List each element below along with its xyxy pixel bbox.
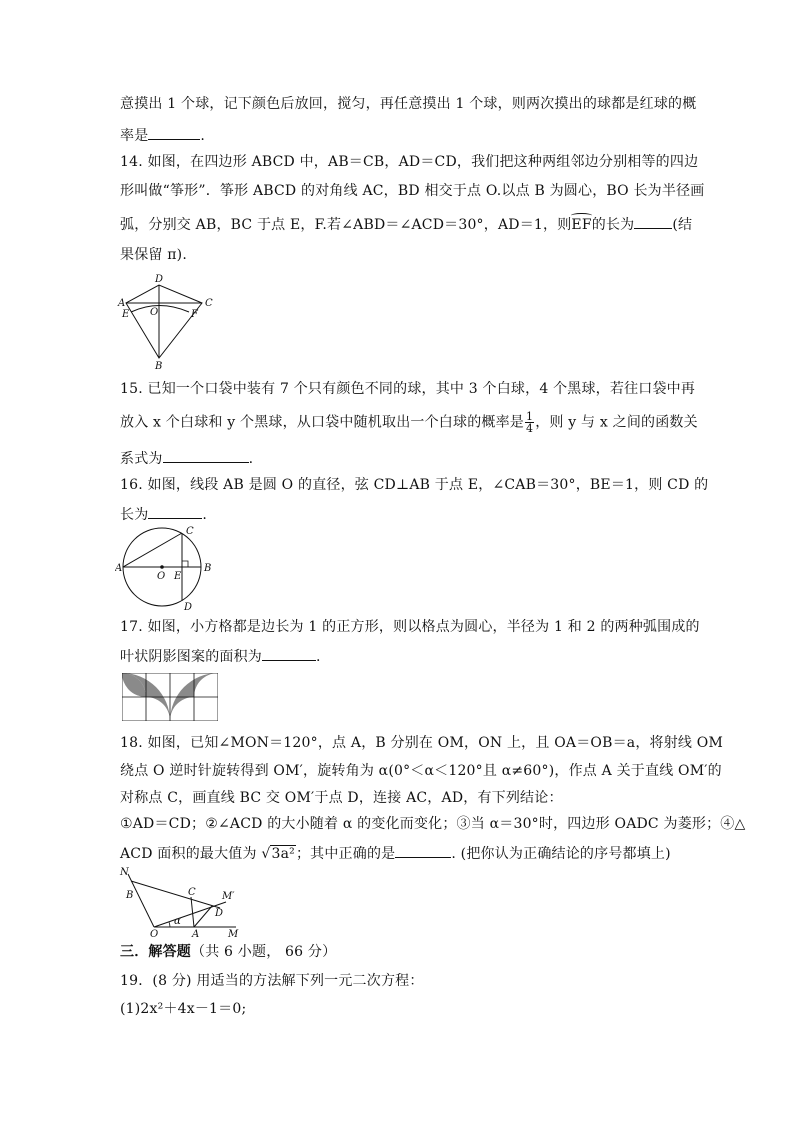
q16-line2 [120, 504, 207, 524]
q19-line2: (1)2x²＋4x－1＝0; [120, 1001, 247, 1017]
label-d: D [215, 908, 224, 919]
sqrt-radicand-tail: a² [280, 846, 295, 862]
label-alpha: α [174, 916, 181, 927]
q16-line2-suffix: . [202, 507, 208, 523]
q14-line4: 果保留 π). [120, 247, 187, 263]
label-e: E [174, 571, 182, 582]
fraction-denominator: 4 [526, 422, 534, 435]
q18-line5-suffix: . (把你认为正确结论的序号都填上) [451, 846, 671, 862]
q18-line5-prefix: ACD 面积的最大值为 [120, 846, 257, 862]
q14-line1: 14. 如图，在四边形 ABCD 中，AB＝CB，AD＝CD，我们把这种两组邻边分别相等的四边 [120, 154, 699, 170]
q13-line2-prefix: 率是 [120, 128, 149, 144]
q18-line2: 绕点 O 逆时针旋转得到 OM′，旋转角为 α(0°＜α＜120°且 α≠60°)，作点 A 关于直线 OM′的 [120, 763, 722, 779]
q14-line3-mid: 的长为 [591, 217, 635, 233]
q18-line5-mid: ；其中正确的是 [295, 846, 396, 862]
q18-line4: ①AD＝CD；②∠ACD 的大小随着 α 的变化而变化；③当 α＝30°时，四边形 OADC 为菱形；④△ [120, 816, 746, 832]
q18-line5 [120, 843, 671, 863]
label-f: F [191, 309, 198, 320]
answer-blank [395, 843, 451, 858]
q18-line3: 对称点 C，画直线 BC 交 OM′于点 D，连接 AC，AD，有下列结论： [120, 790, 563, 806]
q17-line2-suffix: . [316, 649, 321, 665]
fraction-one-quarter [525, 411, 534, 434]
label-a: A [118, 298, 126, 309]
label-b: B [126, 890, 134, 901]
q19-line1: 19．(8 分) 用适当的方法解下列一元二次方程： [120, 973, 424, 989]
answer-blank [634, 214, 672, 229]
q15-line2 [120, 411, 698, 434]
rotation-figure [118, 866, 248, 938]
q13-line2-suffix: . [200, 128, 206, 144]
label-c: C [188, 887, 196, 898]
q14-line2: 形叫做“筝形”．筝形 ABCD 的对角线 AC，BD 相交于点 O.以点 B 为圆心，BO 长为半径画 [120, 183, 705, 199]
label-c: C [186, 526, 194, 537]
q15-line3 [120, 448, 253, 468]
q17-line2-prefix: 叶状阴影图案的面积为 [120, 649, 262, 665]
answer-blank [262, 646, 316, 661]
label-c: C [205, 298, 213, 309]
q17-line1: 17. 如图，小方格都是边长为 1 的正方形，则以格点为圆心，半径为 1 和 2 的两种弧围成的 [120, 619, 700, 635]
section-3-title: 三．解答题 [120, 944, 191, 960]
fraction-numerator: 1 [526, 410, 534, 423]
label-n: N [120, 867, 129, 878]
label-d: D [155, 274, 164, 285]
q15-line2-suffix: ，则 y 与 x 之间的函数关 [535, 414, 698, 431]
label-d: D [184, 602, 193, 613]
q14-line3-suffix: (结 [672, 217, 693, 233]
leaf-grid-figure [122, 673, 218, 721]
q14-line3 [120, 214, 692, 234]
label-a: A [115, 563, 123, 574]
label-o: O [150, 307, 159, 318]
q18-line1: 18. 如图，已知∠MON＝120°，点 A，B 分别在 OM，ON 上，且 OA＝OB＝a，将射线 OM [120, 735, 723, 751]
q16-line2-prefix: 长为 [120, 507, 149, 523]
label-b: B [155, 361, 163, 372]
q17-line2 [120, 646, 321, 666]
label-e: E [122, 309, 130, 320]
label-m-prime: M′ [222, 891, 235, 902]
arc-ef: EF [571, 217, 592, 233]
label-o: O [157, 571, 166, 582]
q15-line1: 15. 已知一个口袋中装有 7 个只有颜色不同的球，其中 3 个白球，4 个黑球，若往口袋中再 [120, 381, 696, 397]
label-a: A [192, 929, 200, 938]
answer-blank [148, 125, 200, 140]
q15-line2-prefix: 放入 x 个白球和 y 个黑球，从口袋中随机取出一个白球的概率是 [120, 414, 525, 431]
section-3-heading [120, 943, 336, 961]
q13-line1: 意摸出 1 个球，记下颜色后放回，搅匀，再任意摸出 1 个球，则两次摸出的球都是红球的概 [120, 96, 697, 112]
label-o: O [150, 929, 159, 938]
q15-line3-suffix: . [248, 451, 254, 467]
section-3-note: （共 6 小题， 66 分） [191, 944, 337, 960]
q13-line2 [120, 125, 205, 145]
q14-line3-prefix: 弧，分别交 AB，BC 于点 E，F.若∠ABD＝∠ACD＝30°，AD＝1，则 [120, 217, 572, 233]
answer-blank [163, 448, 249, 463]
circle-figure [115, 525, 220, 613]
answer-blank [148, 504, 202, 519]
q16-line1: 16. 如图，线段 AB 是圆 O 的直径，弦 CD⊥AB 于点 E，∠CAB＝30°，BE＝1，则 CD 的 [120, 477, 709, 493]
kite-figure [115, 270, 215, 372]
label-b: B [204, 563, 212, 574]
sqrt-radicand: 3 [271, 846, 281, 862]
label-m: M [228, 929, 239, 938]
sqrt-expression: √3a² [261, 846, 295, 862]
q15-line3-prefix: 系式为 [120, 451, 163, 467]
